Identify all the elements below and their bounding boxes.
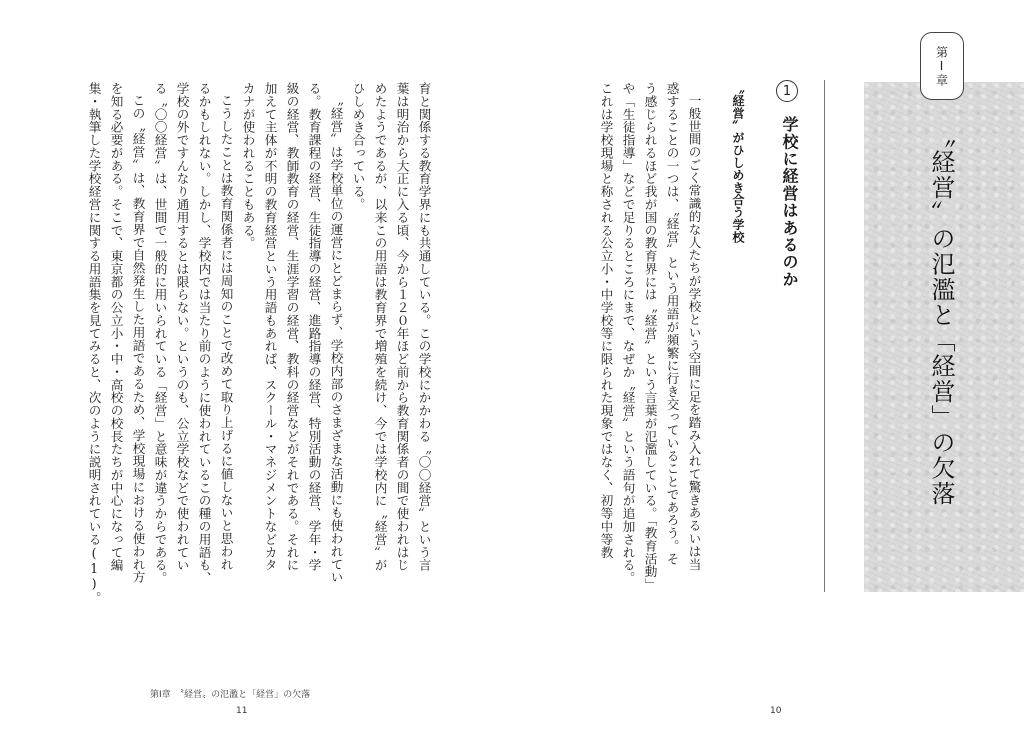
body-line: 葉は明治から大正に入る頃、今から１２０年ほど前から教育関係者の間で使われはじ [394, 82, 410, 572]
right-page [512, 0, 1024, 751]
subheading: 〝経営〟がひしめき合う学校 [731, 82, 745, 244]
chapter-title: 〝経営〟の氾濫と「経営」の欠落 [927, 124, 955, 507]
body-line: 〝経営〟は学校単位の運営にとどまらず、学校内部のさまざまな活動にも使われてい [328, 94, 344, 584]
body-line: る〝〇〇経営〟は、世間で一般的に用いられている「経営」と意味が違うからである。 [152, 82, 168, 585]
body-line: カナが使われることもある。 [240, 82, 256, 250]
body-line: 集・執筆した学校経営に関する用語集を見てみると、次のように説明されている(1)。 [86, 82, 102, 605]
running-head: 第Ⅰ章 〝経営〟の氾濫と「経営」の欠落 [150, 690, 311, 700]
section-title: 学校に経営はあるのか [780, 116, 799, 288]
body-line: 惑することの一つは、〝経営〟という用語が頻繁に行き交っていることであろう。そ [664, 82, 680, 566]
body-line: 学校の外ですんなり通用するとは限らない。というのも、公立学校などで使われてい [174, 82, 190, 572]
body-line: る。教育課程の経営、生徒指導の経営、進路指導の経営、特別活動の経営、学年・学 [306, 82, 322, 572]
body-line: この〝経営〟は、教育界で自然発生した用語であるため、学校現場における使われ方 [130, 94, 146, 584]
body-line: や「生徒指導」などで足りるところにまで、なぜか〝経営〟という語句が追加される。 [620, 82, 636, 585]
section-divider [824, 80, 825, 592]
page-number: 10 [770, 706, 782, 716]
body-line: これは学校現場と称される公立小・中学校等に限られた現象ではなく、初等中等教 [598, 82, 614, 559]
chapter-badge [920, 32, 964, 100]
body-line: 一般世間のごく常識的な人たちが学校という空間に足を踏み入れて驚きあるいは当 [686, 94, 702, 571]
chapter-label: 第Ⅰ章 [934, 45, 949, 87]
body-line: 育と関係する教育学界にも共通している。この学校にかかわる〝〇〇経営〟という言 [416, 82, 432, 572]
body-line: を知る必要がある。そこで、東京都の公立小・中・高校の校長たちが中心になって編 [108, 82, 124, 572]
body-line: 加えて主体が不明の教育経営という用語もあれば、スクール・マネジメントなどカタ [262, 82, 278, 572]
body-line: こうしたことは教育関係者には周知のことで改めて取り上げるに値しないと思われ [218, 94, 234, 571]
page-number: 11 [236, 706, 248, 716]
body-line: う感じられるほど我が国の教育界には〝経営〟という言葉が氾濫している。「教育活動」 [642, 82, 658, 591]
section-number: 1 [776, 80, 798, 102]
body-line: めたようであるが、以来この用語は教育界で増殖を続け、今では学校内に〝経営〟が [372, 82, 388, 572]
body-line: 級の経営、教師教育の経営、生涯学習の経営、教科の経営などがそれである。それに [284, 82, 300, 572]
body-line: ひしめき合っている。 [350, 82, 366, 211]
body-line: るかもしれない。しかし、学校内では当たり前のように使われているこの種の用語も、 [196, 82, 212, 585]
